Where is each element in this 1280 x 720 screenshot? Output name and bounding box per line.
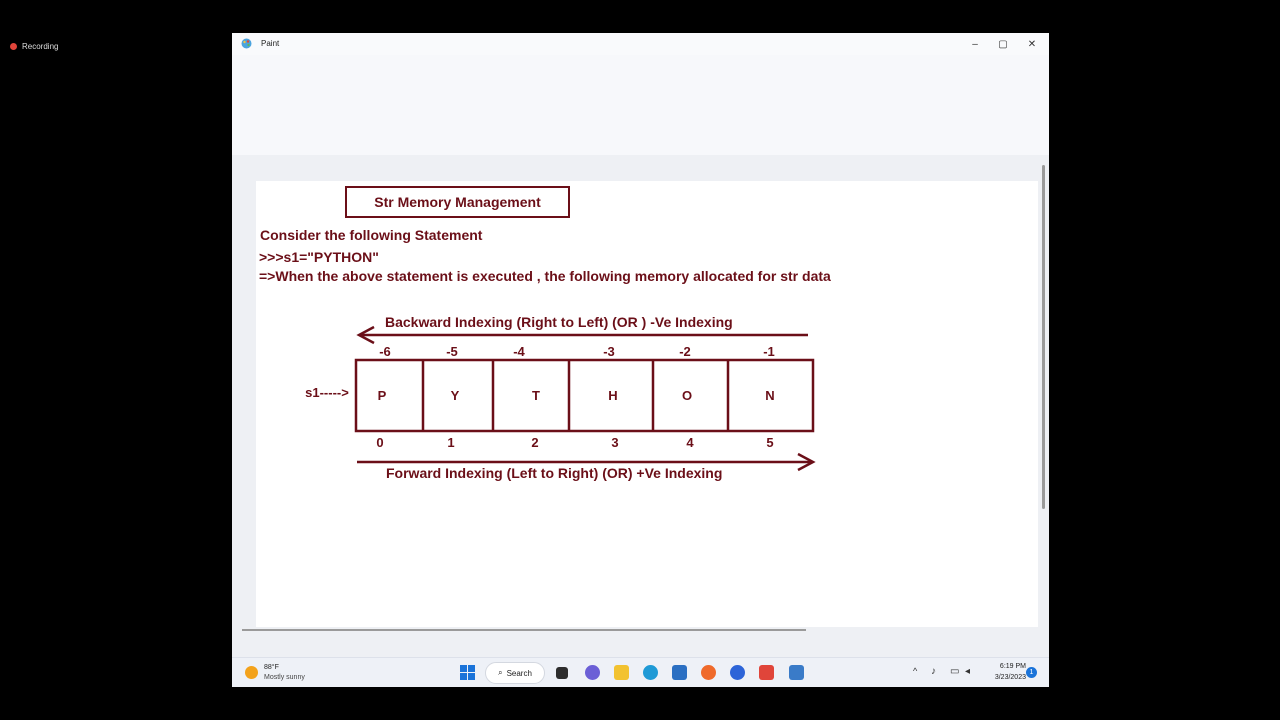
cell-char: Y [450, 388, 460, 403]
app-icon[interactable] [759, 665, 774, 680]
weather-sun-icon[interactable] [245, 666, 258, 679]
chat-icon[interactable] [585, 665, 600, 680]
firefox-icon[interactable] [701, 665, 716, 680]
edge-browser-icon[interactable] [643, 665, 658, 680]
neg-index: -3 [603, 344, 615, 359]
cell-char: N [765, 388, 775, 403]
close-icon: ✕ [1027, 38, 1037, 50]
recording-indicator[interactable] [10, 42, 58, 51]
neg-index: -4 [513, 344, 525, 359]
window-title: Paint [261, 39, 280, 48]
pos-index: 1 [447, 435, 455, 450]
maximize-button[interactable] [989, 36, 1017, 52]
drawing-canvas[interactable] [256, 181, 1038, 627]
store-icon[interactable] [672, 665, 687, 680]
paint-window [232, 33, 1049, 686]
heading-text: Str Memory Management [374, 194, 541, 210]
weather-temperature[interactable]: 88°F [264, 664, 279, 671]
close-button[interactable] [1018, 36, 1046, 52]
clock-time[interactable]: 6:19 PM [999, 663, 1026, 670]
search-label: Search [506, 668, 532, 678]
network-icon[interactable]: ▭ [950, 666, 960, 677]
pos-index: 4 [686, 435, 694, 450]
file-explorer-icon[interactable] [614, 665, 629, 680]
statement-intro: Consider the following Statement [260, 227, 483, 243]
pos-index: 5 [766, 435, 774, 450]
backward-indexing-label: Backward Indexing (Right to Left) (OR ) -Ve Indexing [385, 314, 733, 330]
minimize-button[interactable] [961, 36, 989, 52]
pos-index: 2 [531, 435, 539, 450]
pos-index: 3 [611, 435, 619, 450]
taskbar [232, 657, 1049, 687]
cell-char: T [532, 388, 540, 403]
statement-code: >>>s1="PYTHON" [259, 249, 379, 265]
start-button[interactable] [460, 665, 475, 680]
minimize-icon: – [972, 38, 978, 50]
forward-indexing-label: Forward Indexing (Left to Right) (OR) +Ve Indexing [386, 465, 723, 481]
neg-index: -1 [763, 344, 775, 359]
microphone-icon[interactable]: ♪ [931, 666, 936, 677]
cell-char: P [377, 388, 387, 403]
neg-index: -2 [679, 344, 691, 359]
pos-index: 0 [376, 435, 384, 450]
volume-icon[interactable]: ◂ [965, 666, 971, 677]
horizontal-scrollbar[interactable] [242, 629, 806, 631]
memory-diagram [256, 181, 1038, 627]
maximize-icon: ▢ [998, 38, 1008, 50]
notification-badge[interactable]: 1 [1026, 667, 1037, 678]
neg-index: -5 [446, 344, 458, 359]
task-view-icon[interactable] [556, 667, 568, 679]
title-bar[interactable] [232, 33, 1049, 55]
paint-taskbar-icon[interactable] [789, 665, 804, 680]
zoom-icon[interactable] [730, 665, 745, 680]
record-icon [10, 43, 17, 50]
recording-label: Recording [22, 42, 59, 51]
cell-char: O [681, 388, 693, 403]
taskbar-search[interactable] [485, 662, 545, 684]
clock-date[interactable]: 3/23/2023 [994, 674, 1026, 681]
vertical-scrollbar[interactable] [1042, 165, 1045, 509]
paint-app-icon [241, 38, 252, 49]
cell-char: H [608, 388, 618, 403]
neg-index: -6 [379, 344, 391, 359]
windows-logo-icon [460, 665, 467, 672]
workspace [232, 155, 1049, 666]
search-icon: ⌕ [498, 668, 503, 677]
memory-block-outline [356, 360, 813, 431]
chevron-up-icon[interactable]: ^ [913, 666, 918, 676]
statement-explanation: =>When the above statement is executed , the following memory allocated for str data [259, 268, 831, 284]
weather-description[interactable]: Mostly sunny [264, 674, 305, 681]
ribbon-area [232, 55, 1049, 155]
pointer-label: s1-----> [305, 385, 349, 400]
